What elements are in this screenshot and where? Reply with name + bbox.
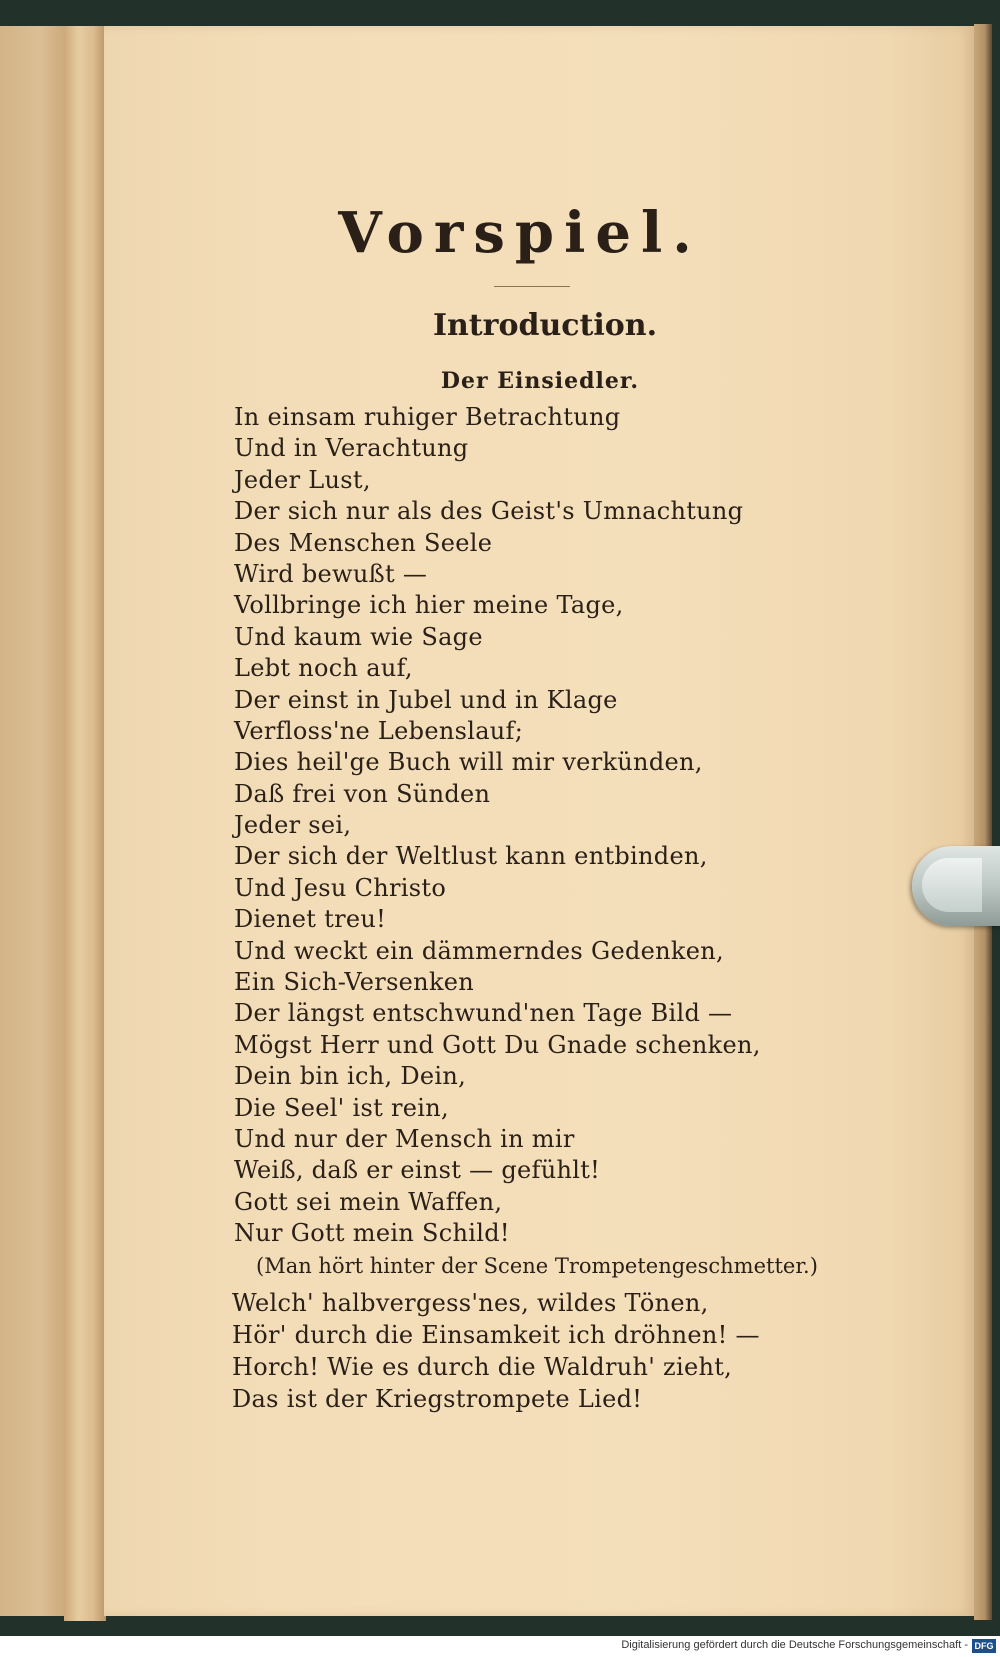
verse-line: Der sich nur als des Geist's Umnachtung	[234, 497, 744, 526]
verse-line: Dienet treu!	[234, 905, 387, 934]
verse-line: Die Seel' ist rein,	[234, 1093, 449, 1122]
verse-line: Und Jesu Christo	[234, 873, 447, 902]
verse-line: Wird bewußt —	[234, 559, 428, 588]
verse-line: Der einst in Jubel und in Klage	[234, 685, 618, 714]
stage-direction: (Man hört hinter der Scene Trompetengeschmetter.)	[256, 1254, 818, 1278]
verse-line: Der längst entschwund'nen Tage Bild —	[234, 999, 733, 1028]
verse-line: In einsam ruhiger Betrachtung	[234, 403, 621, 431]
page-subtitle: Introduction.	[432, 308, 658, 343]
verse-line: Des Menschen Seele	[234, 528, 493, 557]
verse-line: Daß frei von Sünden	[234, 779, 491, 808]
verse-block-2	[232, 1287, 760, 1415]
funding-credit: Digitalisierung gefördert durch die Deutsche Forschungsgemeinschaft -	[621, 1639, 968, 1651]
verse-line: Hör' durch die Einsamkeit ich dröhnen! —	[232, 1321, 760, 1349]
verse-line: Nur Gott mein Schild!	[234, 1219, 510, 1248]
verse-line: Weiß, daß er einst — gefühlt!	[234, 1156, 601, 1185]
page-clip-tab-highlight	[922, 858, 982, 912]
verse-line: Der sich der Weltlust kann entbinden,	[234, 842, 708, 871]
verse-line: Lebt noch auf,	[234, 654, 413, 683]
verse-line: Welch' halbvergess'nes, wildes Tönen,	[232, 1289, 709, 1317]
verse-line: Dies heil'ge Buch will mir verkünden,	[234, 748, 703, 777]
verse-line: Vollbringe ich hier meine Tage,	[234, 591, 624, 620]
dfg-logo: DFG	[972, 1639, 996, 1653]
verse-line: Mögst Herr und Gott Du Gnade schenken,	[234, 1030, 761, 1059]
verse-line: Ein Sich-Versenken	[234, 968, 475, 997]
verse-block	[234, 402, 761, 1250]
verse-line: Jeder Lust,	[234, 465, 371, 494]
book-gutter	[64, 26, 106, 1621]
verse-line: Horch! Wie es durch die Waldruh' zieht,	[232, 1353, 733, 1381]
previous-page-edge	[0, 26, 69, 1616]
verse-line: Jeder sei,	[234, 811, 352, 840]
speaker-heading: Der Einsiedler.	[440, 368, 640, 394]
verse-line: Verfloss'ne Lebenslauf;	[234, 716, 524, 745]
title-divider	[494, 286, 570, 287]
page-stack-edge	[974, 24, 992, 1620]
verse-line: Und kaum wie Sage	[234, 622, 483, 651]
verse-line: Und weckt ein dämmerndes Gedenken,	[234, 936, 724, 965]
page-clip-tab	[912, 846, 1000, 926]
digitization-footer	[0, 1636, 1000, 1657]
verse-line: Dein bin ich, Dein,	[234, 1062, 467, 1091]
verse-line: Das ist der Kriegstrompete Lied!	[232, 1385, 643, 1413]
verse-line: Und nur der Mensch in mir	[234, 1124, 575, 1153]
verse-line: Gott sei mein Waffen,	[234, 1187, 503, 1216]
page-title: Vorspiel.	[338, 200, 702, 266]
verse-line: Und in Verachtung	[234, 434, 469, 463]
